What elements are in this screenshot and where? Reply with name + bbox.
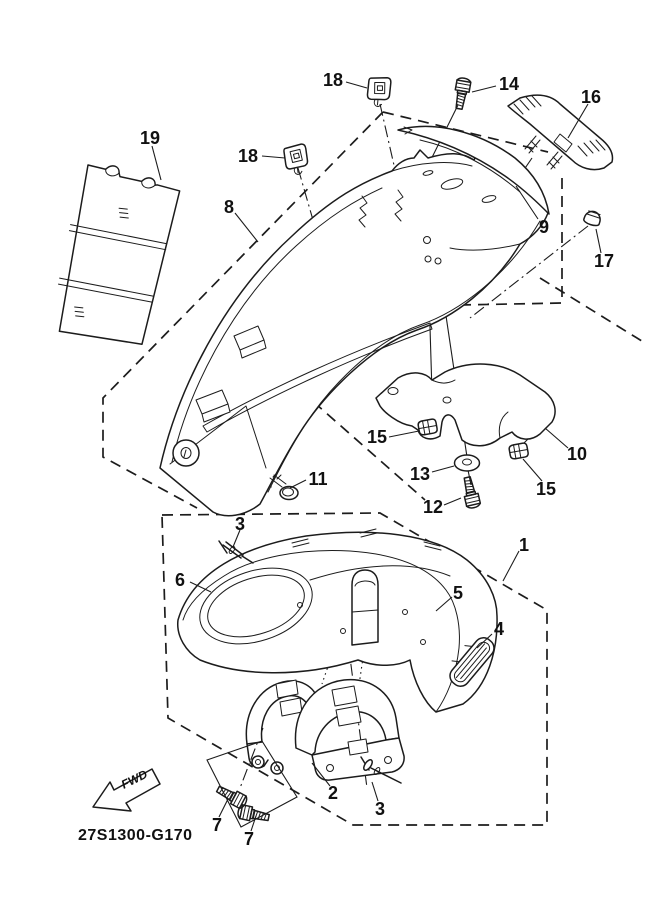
callout-5[interactable]: 5 — [452, 583, 464, 603]
callout-6[interactable]: 6 — [174, 570, 186, 590]
callout-16[interactable]: 16 — [580, 87, 602, 107]
diagram-code: 27S1300-G170 — [78, 827, 193, 844]
callout-8[interactable]: 8 — [223, 197, 235, 217]
callout-3-top[interactable]: 3 — [234, 514, 246, 534]
callout-13[interactable]: 13 — [409, 464, 431, 484]
callout-15-right[interactable]: 15 — [535, 479, 557, 499]
callout-2[interactable]: 2 — [327, 783, 339, 803]
fender-stay — [246, 680, 404, 780]
callout-7-left[interactable]: 7 — [211, 815, 223, 835]
callout-18-left[interactable]: 18 — [237, 146, 259, 166]
callout-4[interactable]: 4 — [493, 619, 505, 639]
callout-12[interactable]: 12 — [422, 497, 444, 517]
bolt-14 — [452, 77, 471, 110]
rear-fender — [160, 150, 548, 516]
washer-13 — [455, 455, 480, 471]
clip-18-top — [366, 76, 391, 108]
callout-17[interactable]: 17 — [593, 251, 615, 271]
fwd-label: FWD — [118, 767, 150, 792]
callout-1[interactable]: 1 — [518, 535, 530, 555]
callout-10[interactable]: 10 — [566, 444, 588, 464]
callout-11[interactable]: 11 — [308, 469, 328, 489]
clip-nut-15-right — [509, 443, 529, 460]
callout-18-top[interactable]: 18 — [322, 70, 344, 90]
callout-19[interactable]: 19 — [139, 128, 161, 148]
mud-flap — [31, 156, 196, 359]
callout-14[interactable]: 14 — [498, 74, 520, 94]
callout-15-left[interactable]: 15 — [366, 427, 388, 447]
fwd-arrow — [93, 767, 160, 811]
bolt-12 — [460, 476, 481, 509]
clip-nut-15-left — [418, 419, 438, 436]
stay-bracket — [376, 364, 555, 446]
clip-18-left — [283, 144, 309, 176]
callout-9[interactable]: 9 — [538, 217, 550, 237]
callout-3-bottom[interactable]: 3 — [374, 799, 386, 819]
callout-7-right[interactable]: 7 — [243, 829, 255, 849]
pin-17 — [583, 209, 602, 227]
